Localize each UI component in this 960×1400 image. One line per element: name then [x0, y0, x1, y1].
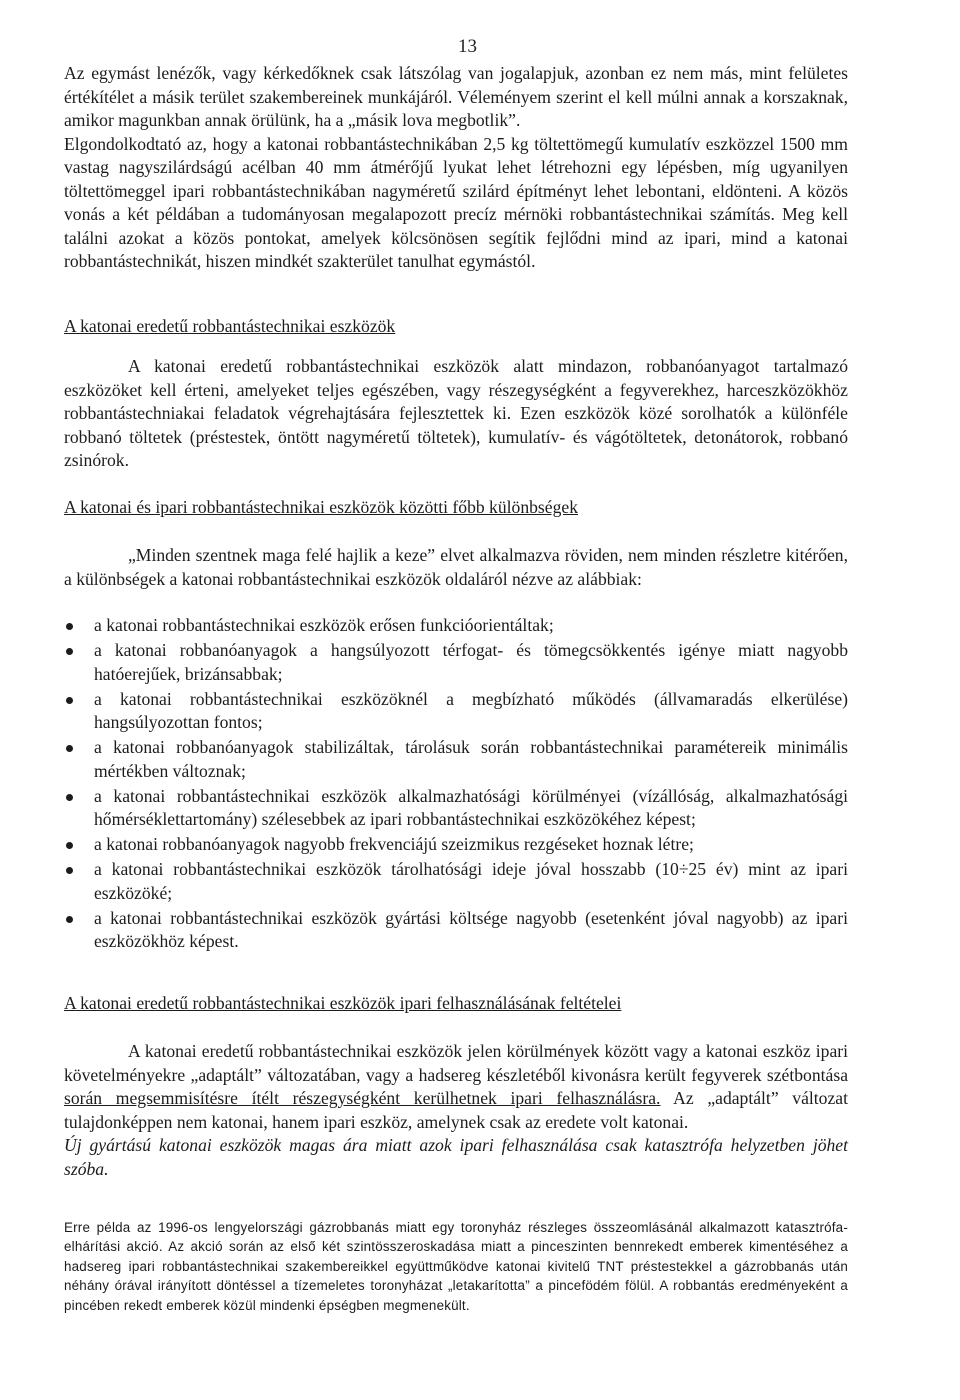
- bullet-icon: [66, 867, 73, 874]
- bullet-icon: [66, 623, 73, 630]
- intro-paragraph: [64, 62, 848, 274]
- intro-text-part2: Elgondolkodtató az, hogy a katonai robbantástechnikában 2,5 kg töltettömegű kumulatív eszközzel 1500 mm vastag nagyszilárdságú acélban 40 mm átmérőjű lyukat lehet létrehozni egy lépésben, míg ugyanilyen töltettömeggel ipari robbantástechnikában nagyméretű szilárd építményt lehet lebontani, eldönteni. A közös vonás a két példában a tudományosan megalapozott precíz mérnöki robbantástechnikai számítás. Meg kell találni azokat a közös pontokat, amelyek kölcsönösen segítik fejlődni mind az ipari, mind a katonai robbantástechnikát, hiszen mindkét szakterület tanulhat egymástól.: [64, 133, 848, 271]
- list-item: a katonai robbanóanyagok stabilizáltak, tárolásuk során robbantástechnikai paramétereik minimális mértékben változnak;: [64, 736, 848, 783]
- list-item: a katonai robbanóanyagok nagyobb frekvenciájú szeizmikus rezgéseket hoznak létre;: [64, 833, 848, 857]
- list-item: a katonai robbantástechnikai eszközök erősen funkcióorientáltak;: [64, 614, 848, 638]
- section1-paragraph: A katonai eredetű robbantástechnikai eszközök alatt mindazon, robbanóanyagot tartalmazó eszközöket kell érteni, amelyeket teljes egészében, vagy részegységként a fegyverekhez, harceszközökhöz robbantástechniakai feladatok végrehajtására fejlesztettek ki. Ezen eszközök közé sorolhatók a különféle robbanó töltetek (préstestek, öntött nagyméretű töltetek), kumulatív- és vágótöltetek, detonátorok, robbanó zsinórok.: [64, 356, 848, 470]
- bullet-icon: [66, 697, 73, 704]
- bullet-icon: [66, 745, 73, 752]
- bullet-icon: [66, 842, 73, 849]
- intro-text-part1: Az egymást lenézők, vagy kérkedőknek csak látszólag van jogalapjuk, azonban ez nem más, mint felületes értékítélet a másik terület szakembereinek munkájáról. Véleményem szerint el kell múlni annak a korszaknak, amikor magunkban annak örülünk, ha a „másik lova megbotlik”.: [64, 63, 848, 130]
- list-item: a katonai robbantástechnikai eszközök tárolhatósági ideje jóval hosszabb (10÷25 év) mint az ipari eszközöké;: [64, 858, 848, 905]
- section3-body: [64, 1040, 848, 1181]
- bullet-icon: [66, 794, 73, 801]
- bullet-icon: [66, 916, 73, 923]
- footnote-text: Erre példa az 1996-os lengyelországi gázrobbanás miatt egy toronyház részleges összeomlásánál alkalmazott katasztrófa-elhárítási akció. Az akció során az első két szintösszeroskadása miatt a pinceszinten bennrekedt emberek kimentéséhez a hadsereg ipari robbantástechnikai szakembereikkel együttműködve katonai kivitelű TNT préstestekkel a gázrobbanás után néhány órával irányított döntéssel a tízemeletes toronyházat „letakarította” a pincefödém fölül. A robbantás eredményeként a pincében rekedt emberek közül mindenki épségben megmenekült.: [64, 1220, 848, 1313]
- section-heading-industrial-use: A katonai eredetű robbantástechnikai eszközök ipari felhasználásának feltételei: [64, 993, 622, 1013]
- page-number: 13: [458, 36, 477, 57]
- section1-body: [64, 355, 848, 473]
- section3-paragraph: A katonai eredetű robbantástechnikai eszközök jelen körülmények között vagy a katonai eszköz ipari követelményekre „adaptált” változatában, vagy a hadsereg készletéből kivonásra került fegyverek szétbontása során megsemmisítésre ítélt részegységként kerülhetnek ipari felhasználásra. Az „adaptált” változat tulajdonképpen nem katonai, hanem ipari eszköz, amelynek csak az eredete volt katonai.: [64, 1041, 848, 1132]
- list-item: a katonai robbantástechnikai eszközök alkalmazhatósági körülményei (vízállóság, alkalmazhatósági hőmérséklettartomány) szélesebbek az ipari robbantástechnikai eszközökéhez képest;: [64, 785, 848, 832]
- list-item: a katonai robbantástechnikai eszközök gyártási költsége nagyobb (esetenként jóval nagyobb) az ipari eszközökhöz képest.: [64, 907, 848, 954]
- section3-italic-note: Új gyártású katonai eszközök magas ára miatt azok ipari felhasználása csak katasztrófa helyzetben jöhet szóba.: [64, 1135, 848, 1179]
- footnote-example: [64, 1218, 848, 1315]
- section2-intro-paragraph: „Minden szentnek maga felé hajlik a keze” elvet alkalmazva röviden, nem minden részletre kitérően, a különbségek a katonai robbantástechnikai eszközök oldaláról nézve az alábbiak:: [64, 545, 848, 589]
- section-heading-differences: A katonai és ipari robbantástechnikai eszközök közötti főbb különbségek: [64, 497, 578, 517]
- list-item: a katonai robbantástechnikai eszközöknél a megbízható működés (állvamaradás elkerülése) hangsúlyozottan fontos;: [64, 688, 848, 735]
- list-item: a katonai robbanóanyagok a hangsúlyozott térfogat- és tömegcsökkentés igénye miatt nagyobb hatóerejűek, brizánsabbak;: [64, 639, 848, 686]
- bullet-icon: [66, 648, 73, 655]
- differences-list: [64, 614, 848, 955]
- section-heading-military-origin: A katonai eredetű robbantástechnikai eszközök: [64, 316, 396, 336]
- section2-intro: [64, 544, 848, 591]
